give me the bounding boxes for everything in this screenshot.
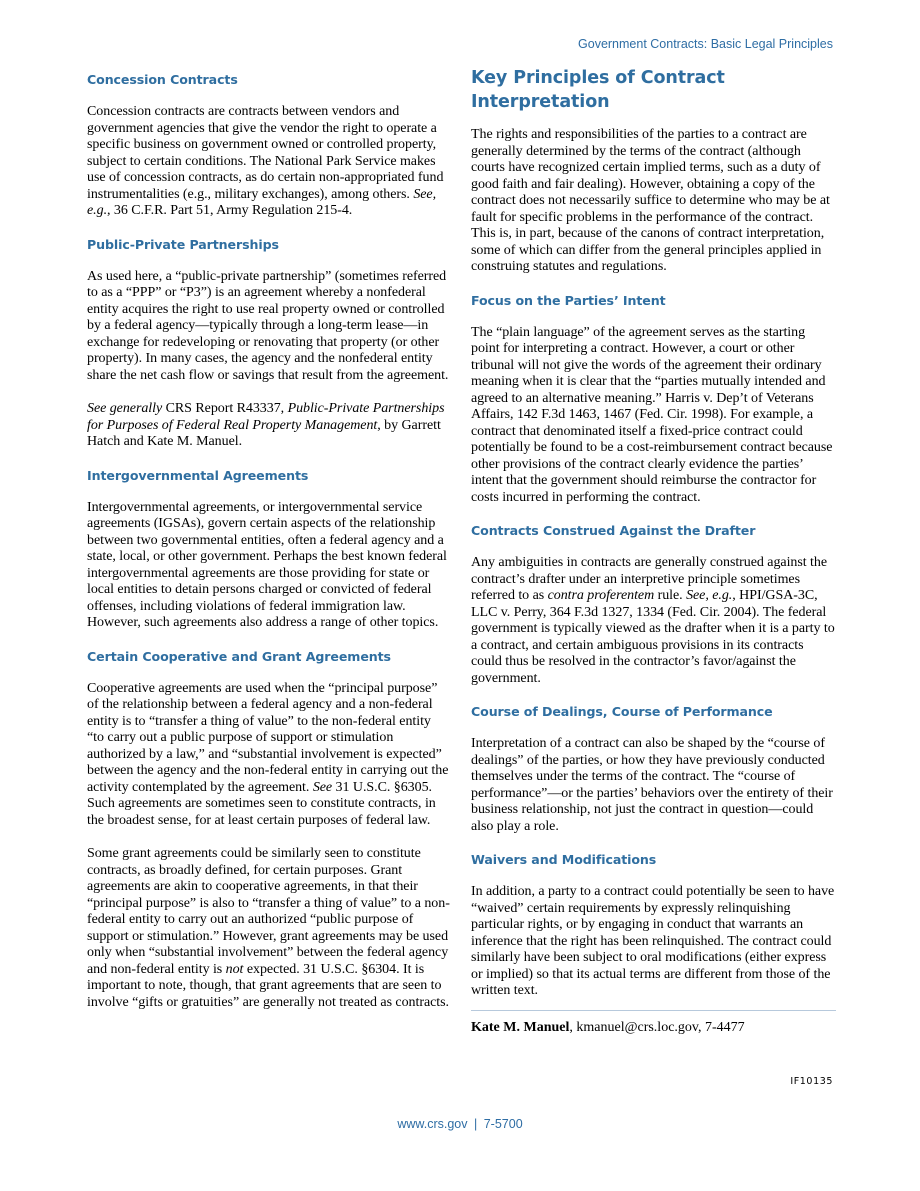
report-id: IF10135 (790, 1076, 833, 1087)
author-divider (471, 1010, 836, 1011)
footer-separator: | (473, 1117, 478, 1131)
paragraph-ppp: As used here, a “public-private partnership” (sometimes referred to as a “PPP” or “P3”) is an agreement whereby a nonfederal entity acquires the right to use real property owned or controlled by a federal agency—typically through a long-term lease—in exchange for redeveloping or renovating that property (or other property). In many cases, the agency and the nonfederal entity share the net cash flow or savings that result from the agreement. (87, 268, 449, 383)
paragraph-course-of-dealings: Interpretation of a contract can also be shaped by the “course of dealings” of the parties, or how they have previously conducted themselves under the terms of the contract. The “course of performance”—or the parties’ behaviors over the entirety of their business relationship, not just the contract in question—could also play a role. (471, 736, 833, 834)
heading-course-of-dealings: Course of Dealings, Course of Performance (471, 704, 773, 719)
author-name: Kate M. Manuel (471, 1019, 570, 1035)
paragraph-intergovernmental: Intergovernmental agreements, or intergovernmental service agreements (IGSAs), govern certain aspects of the relationship between two governmental entities, often a federal agency and a state, local, or other government. Perhaps the best known federal intergovernmental agreements are those providing for state or local entities to detain persons charged or convicted of federal offenses, including violations of federal immigration law. However, such agreements also address a range of other topics. (87, 499, 447, 630)
heading-concession-contracts: Concession Contracts (87, 72, 238, 87)
heading-waivers-modifications: Waivers and Modifications (471, 852, 657, 867)
running-head: Government Contracts: Basic Legal Principles (578, 37, 833, 51)
left-column (87, 66, 450, 1028)
paragraph-waivers: In addition, a party to a contract could potentially be seen to have “waived” certain requirements by expressly relinquishing particular rights, or by engaging in conduct that warrants an inference that the right has been relinquished. The contract could similarly have been subject to oral modifications (either express or implied) so that its actual terms are different from those of the written text. (471, 884, 835, 998)
paragraph-ppp-reference: See generally CRS Report R43337, Public-Private Partnerships for Purposes of Federal Real Property Management, by Garrett Hatch and Kate M. Manuel. (87, 401, 445, 449)
author-contact[interactable]: , kmanuel@crs.loc.gov, 7-4477 (569, 1019, 745, 1035)
right-column (471, 66, 836, 1036)
paragraph-concession: Concession contracts are contracts between vendors and government agencies that give the vendor the right to operate a specific business on government owned or controlled property, subject to certain conditions. The National Park Service makes use of concession contracts, as do certain non-appropriated fund instrumentalities (e.g., military exchanges), among others. See, e.g., 36 C.F.R. Part 51, Army Regulation 215-4. (87, 104, 444, 218)
heading-public-private-partnerships: Public-Private Partnerships (87, 236, 279, 252)
heading-intergovernmental-agreements: Intergovernmental Agreements (87, 467, 309, 483)
paragraph-cooperative: Cooperative agreements are used when the “principal purpose” of the relationship between a federal agency and a non-federal entity is to “transfer a thing of value” to the non-federal entity “to carry out a public purpose of support or stimulation authorized by a law,” and “substantial involvement is expected” between the agency and the non-federal entity in carrying out the activity contemplated by the agreement. See 31 U.S.C. §6305. Such agreements are sometimes seen to constitute contracts, in the broadest sense, for at least certain purposes of federal law. (87, 680, 449, 828)
heading-parties-intent: Focus on the Parties’ Intent (471, 292, 666, 308)
footer-phone: 7-5700 (483, 1117, 523, 1131)
footer (0, 1117, 920, 1131)
footer-website-link[interactable]: www.crs.gov (397, 1117, 468, 1131)
heading-construed-against-drafter: Contracts Construed Against the Drafter (471, 523, 756, 538)
author-line (471, 1020, 836, 1037)
heading-cooperative-grant-agreements: Certain Cooperative and Grant Agreements (87, 648, 391, 664)
paragraph-drafter: Any ambiguities in contracts are generally construed against the contract’s drafter under an interpretive principle sometimes referred to as contra proferentem rule. See, e.g., HPI/GSA-3C, LLC v. Perry, 364 F.3d 1327, 1334 (Fed. Cir. 2004). The federal government is typically viewed as the drafter when it is a party to a contract, and certain ambiguous provisions in its contracts could thus be resolved in the contractor’s favor/against the government. (471, 555, 835, 686)
paragraph-grant: Some grant agreements could be similarly seen to constitute contracts, as broadly defined, for certain purposes. Grant agreements are akin to cooperative agreements, in that their “principal purpose” is also to “transfer a thing of value” to a non-federal entity to carry out an authorized “public purpose of support or stimulation.” However, grant agreements may be used only when “substantial involvement” between the federal agency and non-federal entity is not expected. 31 U.S.C. §6304. It is important to note, though, that grant agreements that are seen to involve “gifts or gratuities” are generally not treated as contracts. (87, 846, 450, 1010)
paragraph-parties-intent: The “plain language” of the agreement serves as the starting point for interpreting a contract. However, a court or other tribunal will not give the words of the agreement their ordinary meaning when it is clear that the “parties mutually intended and agreed to an alternative meaning.” Harris v. Dep’t of Veterans Affairs, 142 F.3d 1463, 1467 (Fed. Cir. 1998). For example, a contract that denominated itself a fixed-price contract could potentially be found to be a cost-reimbursement contract because other provisions of the contract clearly evidence the parties’ intent that the government should reimburse the contractor for costs incurred in performing the contract. (471, 324, 833, 505)
paragraph-intro: The rights and responsibilities of the parties to a contract are generally determined by the terms of the contract (although courts have recognized certain implied terms, such as a duty of good faith and fair dealing). However, obtaining a copy of the contract does not necessarily suffice to determine who may be at fault for specific problems in the performance of the contract. This is, in part, because of the canons of contract interpretation, some of which can differ from the general principles applied in construing statutes and regulations. (471, 127, 830, 274)
section-title: Key Principles of Contract Interpretation (471, 68, 725, 112)
